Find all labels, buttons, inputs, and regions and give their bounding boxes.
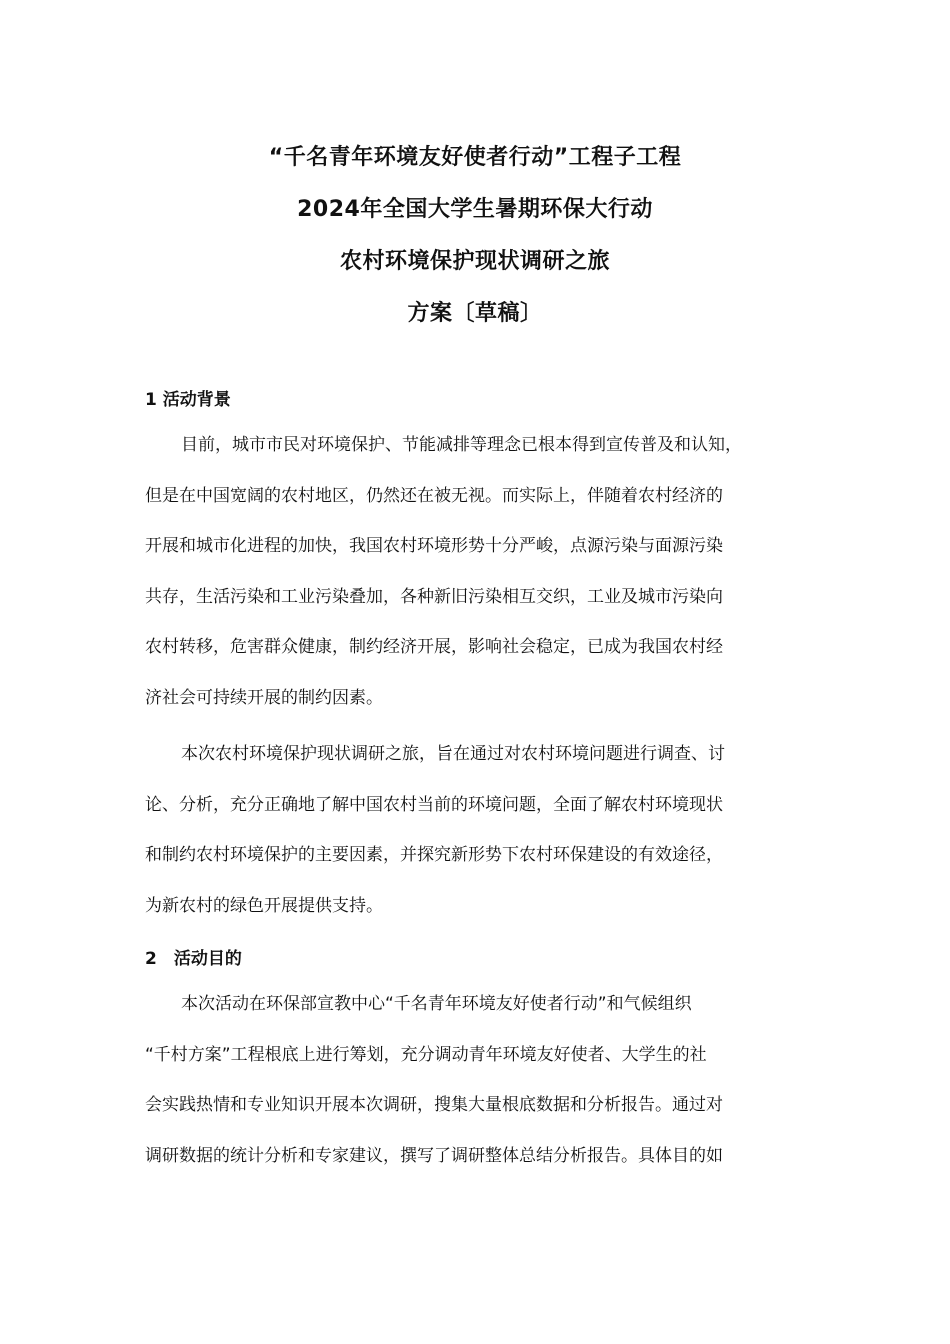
- paragraph-line: 会实践热情和专业知识开展本次调研，搜集大量根底数据和分析报告。通过对: [145, 1095, 723, 1115]
- document-body: [145, 380, 825, 1181]
- paragraph-line: 目前，城市市民对环境保护、节能减排等理念已根本得到宣传普及和认知，: [181, 435, 742, 455]
- paragraph-line: 本次农村环境保护现状调研之旅，旨在通过对农村环境问题进行调查、讨: [181, 744, 725, 764]
- document-title: [0, 132, 950, 340]
- paragraph-line: 但是在中国宽阔的农村地区，仍然还在被无视。而实际上，伴随着农村经济的: [145, 485, 723, 506]
- paragraph-purpose-1: [145, 979, 825, 1181]
- paragraph-line: 开展和城市化进程的加快，我国农村环境形势十分严峻，点源污染与面源污染: [145, 536, 723, 556]
- paragraph-background-2: [145, 729, 825, 931]
- paragraph-line: 为新农村的绿色开展提供支持。: [145, 895, 383, 916]
- paragraph-line: 农村转移，危害群众健康，制约经济开展，影响社会稳定，已成为我国农村经: [145, 637, 723, 657]
- title-line-2: 2024年全国大学生暑期环保大行动: [297, 197, 653, 222]
- paragraph-background-1: [145, 420, 825, 723]
- title-line-4: 方案〔草稿〕: [407, 301, 543, 326]
- section-heading-background: 1 活动背景: [145, 390, 231, 410]
- section-heading-purpose: 2 活动目的: [145, 949, 242, 969]
- paragraph-line: 和制约农村环境保护的主要因素，并探究新形势下农村环保建设的有效途径，: [145, 845, 723, 865]
- paragraph-line: “千村方案”工程根底上进行筹划，充分调动青年环境友好使者、大学生的社: [145, 1044, 707, 1065]
- paragraph-line: 论、分析，充分正确地了解中国农村当前的环境问题，全面了解农村环境现状: [145, 794, 723, 815]
- paragraph-line: 调研数据的统计分析和专家建议，撰写了调研整体总结分析报告。具体目的如: [145, 1145, 723, 1166]
- paragraph-line: 济社会可持续开展的制约因素。: [145, 687, 383, 708]
- title-line-3: 农村环境保护现状调研之旅: [339, 249, 610, 274]
- title-line-1: “千名青年环境友好使者行动”工程子工程: [268, 145, 682, 170]
- paragraph-line: 本次活动在环保部宣教中心“千名青年环境友好使者行动”和气候组织: [181, 994, 692, 1014]
- paragraph-line: 共存，生活污染和工业污染叠加，各种新旧污染相互交织，工业及城市污染向: [145, 586, 723, 607]
